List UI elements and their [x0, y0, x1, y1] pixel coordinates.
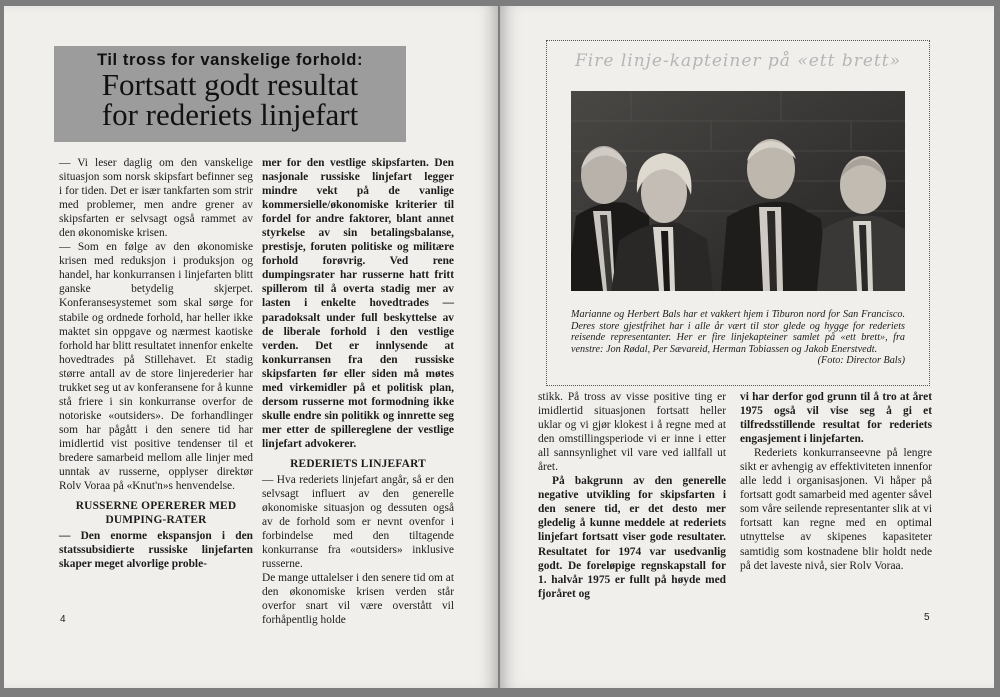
right-column-2: [740, 390, 932, 573]
paragraph: De mange uttalelser i den senere tid om at den økonomiske krisen verden står overfor snart vil være overstått vil forhåpentlig holde: [262, 572, 454, 627]
page-number: 5: [924, 612, 930, 623]
paragraph: — Den enorme ekspansjon i den statssubsidierte russiske linjefarten skaper meget alvorlige proble-: [59, 530, 253, 571]
headline-box: [54, 46, 406, 142]
paragraph: — Som en følge av den økonomiske krisen med reduksjon i produksjon og handel, har konkurransen i linjefarten blitt ganske betydelig skjerpet. Konferansesystemet som skal sørge for stabile og ordnede forhold, har heller ikke maktet sin oppgave og nærmest kaotiske forhold har blitt resultatet innenfor enkelte hovedtrades på Stillehavet. Et stadig større antall av de store linjerederier har trukket seg ut av konferansene for å kunne stå friere i sin konkurranse overfor de notoriske «outsiders». De forhandlinger som har pågått i den senere tid har imidlertid vist positive tendenser til et bredere samarbeid mellom alle linjer med unntak av russerne, opplyser direktør Rolv Voraa på «Knut'n»s henvendelse.: [59, 241, 253, 493]
paragraph: mer for den vestlige skipsfarten. Den nasjonale russiske linjefart legger mindre vekt på de vanlige kommersielle/økonomiske kriterier til fordel for andre faktorer, blant annet styrkelse av sin betalingsbalanse, prestisje, foruten politiske og militære forhold forøvrig. Ved rene dumpingsrater har russerne hatt fritt spillerom til å overta stadig mer av lasten i enkelte hovedtrades — paradoksalt under full beskyttelse av de liberale forhold i den vestlige verden. Det er innlysende at konkurransen fra den russiske skipsfarten før eller siden må møtes med virkemidler på et politisk plan, dersom russerne mot formodning ikke skulle endre sin politikk og innrette seg mer etter de spillereglene der vestlige linjefart advokerer.: [262, 157, 454, 450]
section-heading: RUSSERNE OPERERER MED DUMPING-RATER: [75, 500, 237, 527]
paragraph: På bakgrunn av den generelle negative utvikling for skipsfarten i den senere tid, er det desto mer gledelig å kunne meddele at rederiets linjefart fortsatt viser gode resultater. Resultatet for 1974 var usedvanlig godt. De foreløpige regnskapstall for 1. halvår 1975 er fullt på høyde med fjoråret og: [538, 475, 726, 600]
photo-credit: (Foto: Director Bals): [817, 355, 905, 367]
left-column-1: [59, 156, 253, 571]
right-column-1: [538, 390, 726, 601]
caption-text: Marianne og Herbert Bals har et vakkert hjem i Tiburon nord for San Francisco. Deres store gjestfrihet har i alle år vært til stor glede og hygge for rederiets reisende representanter. Her er fire linjekapteiner samlet på «ett brett», fra venstre: Jon Rødal, Per Sævareid, Herman Tobiassen og Jakob Enerstvedt.: [571, 309, 905, 355]
page-number: 4: [60, 614, 66, 625]
group-photo-image: [571, 91, 905, 291]
paragraph: vi har derfor god grunn til å tro at året 1975 også vil vise seg å gi et tilfredsstillende resultat for rederiets engasjement i linjefarten.: [740, 391, 932, 446]
paragraph: — Vi leser daglig om den vanskelige situasjon som norsk skipsfart befinner seg i for tiden. Det er især tankfarten som strir med problemer, men andre grener av skipsfarten er selvsagt også rammet av den økonomiske krisen.: [59, 157, 253, 240]
photo-frame: [546, 40, 930, 386]
article-kicker: Til tross for vanskelige forhold:: [96, 51, 364, 69]
paragraph: stikk. På tross av visse positive ting er imidlertid situasjonen fortsatt heller uklar og vi gjør klokest i å regne med at den omstillingsperiode vi er inne i etter all sannsynlighet vil vare ved iallfall ut året.: [538, 391, 726, 474]
photo-banner: Fire linje-kapteiner på «ett brett»: [575, 51, 901, 71]
left-column-2: [262, 156, 454, 628]
paragraph: — Hva rederiets linjefart angår, så er den selvsagt influert av den generelle økonomiske situasjon og dessuten også av de forhold som er nevnt ovenfor i forbindelse med den tiltagende konkurranse fra «outsiders» inklusive russerne.: [262, 473, 454, 571]
article-title-line1: Fortsatt godt resultat: [101, 67, 359, 102]
photo-caption: [571, 309, 905, 367]
paragraph: Rederiets konkurranseevne på lengre sikt er avhengig av effektiviteten innenfor alle ledd i organisasjonen. Vi håper på fortsatt godt samarbeid med agenter såvel som våre seilende representanter slik at vi fortsatt kan regne med en optimal utnyttelse av skipenes kapasiteter samtidig som kostnadene blir holdt nede på det laveste nivå, sier Rolv Voraa.: [740, 447, 932, 572]
section-heading: REDERIETS LINJEFART: [290, 457, 426, 470]
article-title: [54, 67, 406, 132]
article-title-line2: for rederiets linjefart: [101, 97, 359, 132]
group-photo: [571, 91, 905, 291]
